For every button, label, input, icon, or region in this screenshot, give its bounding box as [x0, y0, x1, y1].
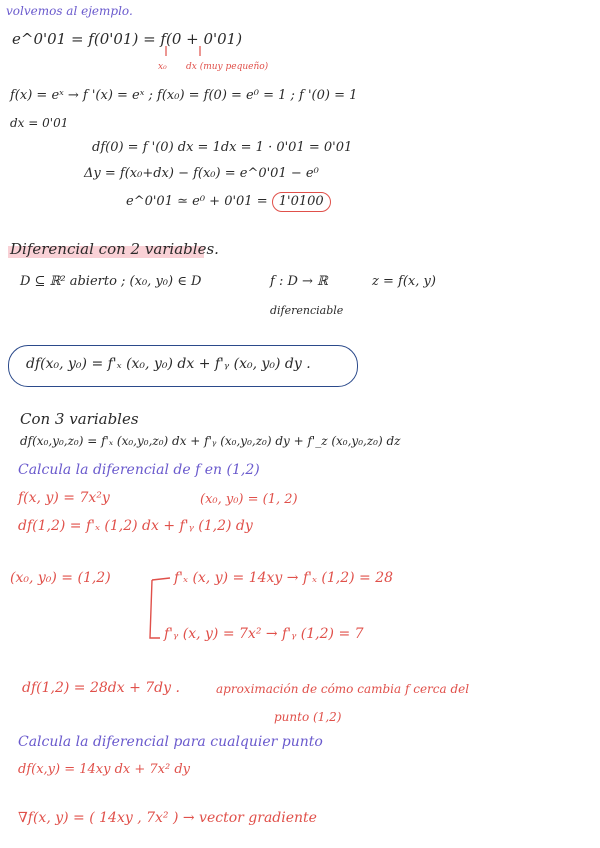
line-point: (x₀, y₀) = (1, 2)	[200, 492, 298, 507]
line-delta-y: Δy = f(x₀+dx) − f(x₀) = e^0'01 − e⁰	[84, 166, 319, 181]
line-df-general: df(x,y) = 14xy dx + 7x² dy	[18, 762, 191, 777]
label-dx: dx (muy pequeño)	[186, 62, 269, 72]
approx-expression: e^0'01 ≃ e⁰ + 0'01 =	[126, 194, 268, 209]
line-f-def: f(x, y) = 7x²y	[18, 490, 110, 506]
arrow-branch-top	[152, 578, 170, 580]
line-volvemos: volvemos al ejemplo.	[6, 4, 133, 18]
line-fx-partial: f'ₓ (x, y) = 14xy → f'ₓ (1,2) = 28	[174, 570, 394, 586]
heading-two-variables: Diferencial con 2 variables.	[10, 240, 219, 258]
line-z-def: z = f(x, y)	[372, 274, 436, 289]
line-df0: df(0) = f '(0) dx = 1dx = 1 · 0'01 = 0'01	[92, 140, 353, 155]
formula-three-var: df(x₀,y₀,z₀) = f'ₓ (x₀,y₀,z₀) dx + f'ᵧ (x₀,y₀,z₀) dy + f'_z (x₀,y₀,z₀) dz	[20, 434, 401, 448]
line-dx-value: dx = 0'01	[10, 116, 69, 130]
task-calcula-1: Calcula la diferencial de f en (1,2)	[18, 462, 260, 478]
line-exp-def: e^0'01 = f(0'01) = f(0 + 0'01)	[12, 30, 243, 48]
line-approx	[126, 192, 331, 212]
task-calcula-2: Calcula la diferencial para cualquier punto	[18, 734, 323, 750]
line-df12-result: df(1,2) = 28dx + 7dy .	[22, 680, 180, 696]
label-x0: x₀	[158, 62, 167, 72]
formula-two-var: df(x₀, y₀) = f'ₓ (x₀, y₀) dx + f'ᵧ (x₀, y₀) dy .	[26, 356, 311, 372]
line-domain: D ⊆ ℝ² abierto ; (x₀, y₀) ∈ D	[20, 274, 202, 289]
arrow-branch-bottom	[150, 580, 160, 638]
line-punto: punto (1,2)	[274, 710, 342, 724]
line-fy-partial: f'ᵧ (x, y) = 7x² → f'ᵧ (1,2) = 7	[164, 626, 364, 642]
line-function-map: f : D → ℝ	[270, 274, 328, 289]
line-approx-explanation: aproximación de cómo cambia f cerca del	[216, 682, 470, 696]
line-point-2: (x₀, y₀) = (1,2)	[10, 570, 111, 586]
heading-three-variables: Con 3 variables	[20, 410, 139, 428]
label-diferenciable: diferenciable	[270, 304, 344, 317]
line-gradient: ∇f(x, y) = ( 14xy , 7x² ) → vector gradiente	[18, 810, 317, 826]
line-df12: df(1,2) = f'ₓ (1,2) dx + f'ᵧ (1,2) dy	[18, 518, 253, 534]
approx-result: 1'0100	[272, 192, 331, 212]
line-function-def: f(x) = eˣ → f '(x) = eˣ ; f(x₀) = f(0) = e⁰ = 1 ; f '(0) = 1	[10, 88, 358, 103]
